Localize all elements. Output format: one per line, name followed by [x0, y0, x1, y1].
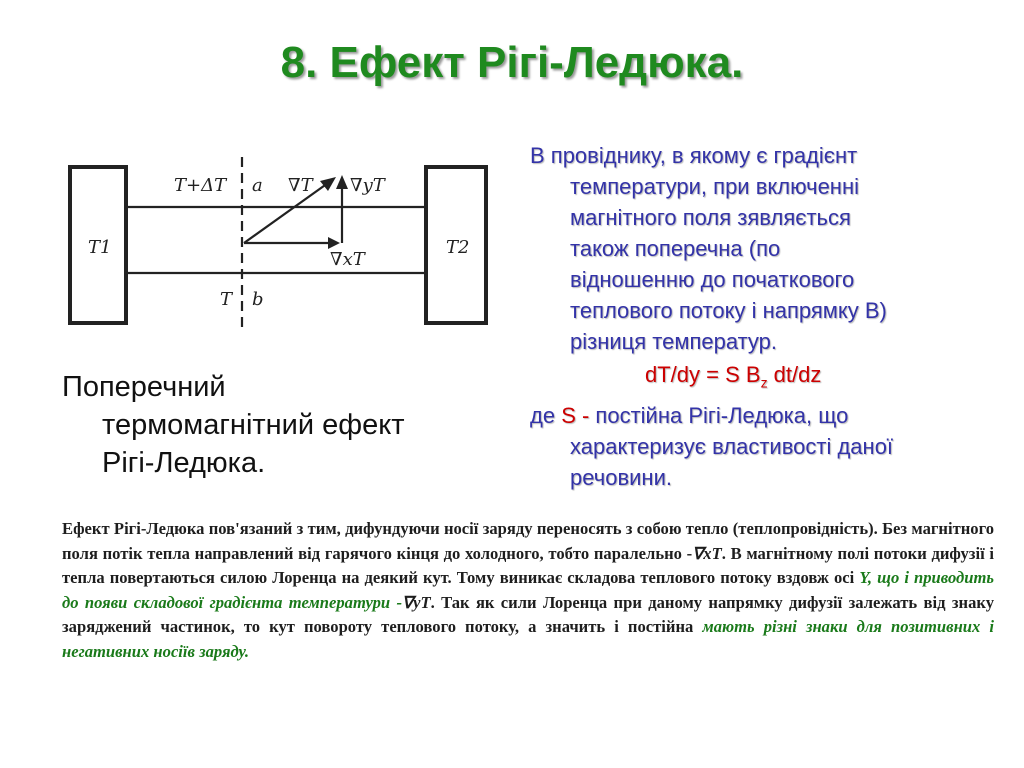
description-line: В провіднику, в якому є градієнт — [530, 143, 858, 168]
label-top-t: T+ΔT — [174, 175, 227, 196]
definition-rest: постійна Рігі-Ледюка, що — [589, 403, 849, 428]
caption-line-3: Рігі-Ледюка. — [102, 447, 266, 479]
label-grad-y: ∇yT — [350, 175, 385, 196]
arrowhead-grad-y — [336, 175, 348, 189]
para-grad-y: ∇yT — [402, 592, 431, 612]
formula-left: dT/dy = S B — [645, 362, 761, 387]
definition-line-2: характеризує властивості даної — [570, 434, 894, 459]
label-grad-x: ∇xT — [330, 249, 365, 270]
description-line: теплового потоку і напрямку В) — [570, 298, 887, 323]
riggi-leduc-diagram — [60, 155, 500, 335]
description-line: різниця температур. — [570, 329, 778, 354]
para-part-1: Ефект Рігі-Ледюка пов'язаний з тим, дифундуючи носії заряду переносять з собою тепло (теплопровідність). Без магнітного поля потік тепла направлений від гарячого кінця до холодного, тобто паралельно - — [62, 519, 994, 563]
description-line: температури, при включенні — [570, 174, 859, 199]
formula-subscript: z — [760, 374, 768, 391]
diagram-caption — [62, 368, 482, 482]
definition-symbol: S - — [561, 403, 590, 428]
para-grad-x: ∇xT — [692, 543, 722, 563]
label-a: a — [252, 175, 263, 196]
description-line: магнітного поля зявляється — [570, 205, 851, 230]
caption-line-2: термомагнітний ефект — [102, 409, 405, 441]
para-part-3: . В магнітному полі потоки дифузії і тепла повертаються силою Лоренца на деякий кут. Тому виникає складова теплового потоку вздовж осі — [62, 543, 994, 587]
description-line: також поперечна (по — [570, 236, 781, 261]
label-t2: T2 — [446, 237, 470, 258]
label-b: b — [252, 289, 264, 310]
label-bottom-t: T — [220, 289, 233, 310]
label-grad-t: ∇T — [288, 175, 313, 196]
rl-formula — [645, 362, 821, 390]
arrowhead-grad-x — [328, 237, 340, 249]
definition-prefix: де — [530, 403, 562, 428]
definition-line-1 — [530, 400, 1000, 431]
arrowhead-grad-t — [320, 177, 336, 191]
para-part-6: . Так як сили Лоренца при даному напрямку дифузії залежать від знаку заряджений частинок, то кут повороту теплового потоку, а значить і постійна — [62, 592, 994, 636]
slide-title: 8. Ефект Рігі-Ледюка. — [280, 38, 744, 87]
label-t1: T1 — [88, 237, 112, 258]
caption-line-1: Поперечний — [62, 371, 226, 403]
effect-description — [530, 140, 1000, 357]
constant-definition — [530, 400, 1000, 493]
formula-right: dt/dz — [767, 362, 822, 387]
definition-line-3: речовини. — [570, 465, 672, 490]
para-part-4: Y, що і приводить до появи складової градієнта температури - — [62, 568, 994, 612]
para-part-7: мають різні знаки для позитивних і негативних носіїв заряду. — [62, 617, 994, 661]
explanation-paragraph — [62, 517, 994, 664]
description-line: відношенню до початкового — [570, 267, 855, 292]
